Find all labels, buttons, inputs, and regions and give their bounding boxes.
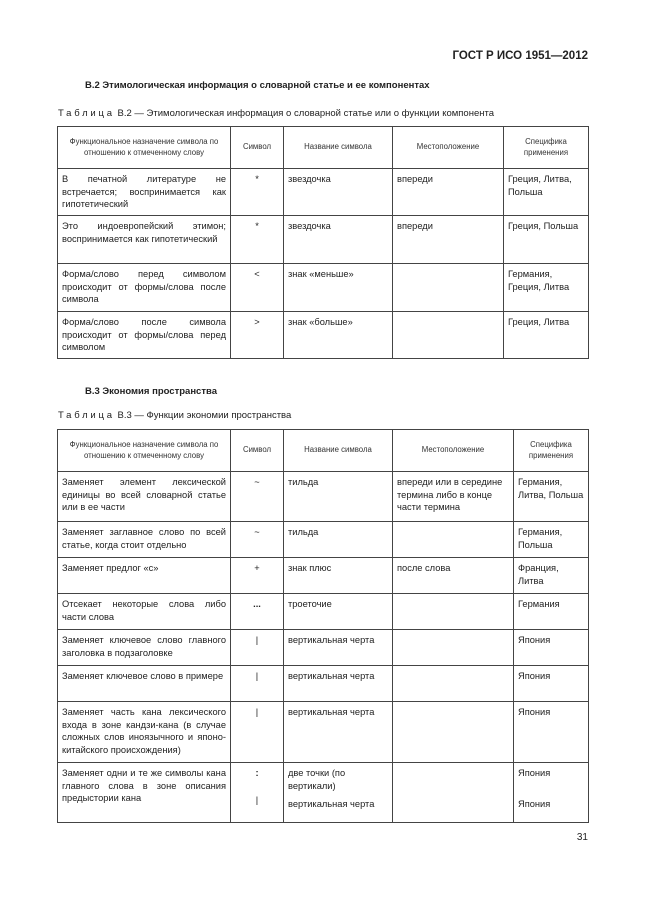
cell-name: тильда xyxy=(284,472,393,522)
header-function: Функциональное назначение символа по отношению к отмеченному слову xyxy=(58,127,231,169)
header-name: Название символа xyxy=(284,430,393,472)
cell-function: В печатной литературе не встречается; воспринимается как гипотетический xyxy=(58,169,231,216)
table-b3-caption xyxy=(58,410,291,421)
cell-place xyxy=(393,264,504,312)
symbol-colon: : xyxy=(255,768,259,778)
cell-symbol: ~ xyxy=(231,472,284,522)
usage-first: Япония xyxy=(518,768,551,778)
caption-text: — Функции экономии пространства xyxy=(134,410,292,421)
cell-name: вертикальная черта xyxy=(284,702,393,763)
cell-place xyxy=(393,763,514,823)
cell-symbol: * xyxy=(231,169,284,216)
table-row xyxy=(58,216,589,264)
cell-symbol: < xyxy=(231,264,284,312)
cell-function: Отсекает некоторые слова либо части слова xyxy=(58,594,231,630)
cell-function: Заменяет одни и те же символы кана главного слова в зоне описания предыстории кана xyxy=(58,763,231,823)
table-header-row xyxy=(58,430,589,472)
table-row xyxy=(58,558,589,594)
usage-second: Япония xyxy=(518,798,551,809)
cell-place xyxy=(393,630,514,666)
symbol-vbar: | xyxy=(255,794,259,805)
cell-usage: Греция, Польша xyxy=(504,216,589,264)
cell-place xyxy=(393,594,514,630)
cell-usage: Япония xyxy=(514,702,589,763)
cell-name: вертикальная черта xyxy=(284,630,393,666)
table-row xyxy=(58,666,589,702)
cell-symbol: | xyxy=(231,630,284,666)
header-usage: Специфика применения xyxy=(514,430,589,472)
cell-usage: Франция, Литва xyxy=(514,558,589,594)
cell-place: впереди xyxy=(393,169,504,216)
cell-usage: Германия, Польша xyxy=(514,522,589,558)
cell-name: звездочка xyxy=(284,216,393,264)
cell-name xyxy=(284,763,393,823)
cell-usage: Германия, Литва, Польша xyxy=(514,472,589,522)
table-row xyxy=(58,630,589,666)
cell-function: Заменяет предлог «с» xyxy=(58,558,231,594)
cell-name: вертикальная черта xyxy=(284,666,393,702)
cell-usage: Япония xyxy=(514,666,589,702)
cell-place xyxy=(393,312,504,359)
cell-function: Заменяет заглавное слово по всей статье, когда стоит отдельно xyxy=(58,522,231,558)
cell-name: тильда xyxy=(284,522,393,558)
header-symbol: Символ xyxy=(231,127,284,169)
header-function: Функциональное назначение символа по отношению к отмеченному слову xyxy=(58,430,231,472)
table-row xyxy=(58,312,589,359)
table-b2 xyxy=(57,126,589,359)
header-usage: Специфика применения xyxy=(504,127,589,169)
standard-id: ГОСТ Р ИСО 1951—2012 xyxy=(452,50,588,62)
cell-function: Заменяет элемент лексической единицы во всей словарной статье или в ее части xyxy=(58,472,231,522)
table-row xyxy=(58,522,589,558)
cell-usage: Германия, Греция, Литва xyxy=(504,264,589,312)
cell-place xyxy=(393,702,514,763)
cell-symbol: | xyxy=(231,702,284,763)
header-place: Местоположение xyxy=(393,430,514,472)
header-name: Название символа xyxy=(284,127,393,169)
caption-label: Таблица xyxy=(58,410,115,421)
cell-function: Форма/слово после символа происходит от формы/слова перед символом xyxy=(58,312,231,359)
section-b3-heading: В.3 Экономия пространства xyxy=(85,386,217,397)
caption-num: В.3 xyxy=(117,410,132,421)
section-b2-heading: В.2 Этимологическая информация о словарной статье и ее компонентах xyxy=(85,80,430,91)
table-b3 xyxy=(57,429,589,823)
cell-symbol: | xyxy=(231,666,284,702)
table-row xyxy=(58,702,589,763)
caption-label: Таблица xyxy=(58,108,115,119)
table-row xyxy=(58,594,589,630)
cell-name: знак «больше» xyxy=(284,312,393,359)
caption-num: В.2 xyxy=(117,108,132,119)
cell-usage: Греция, Литва, Польша xyxy=(504,169,589,216)
cell-symbol: ... xyxy=(231,594,284,630)
table-row xyxy=(58,264,589,312)
header-symbol: Символ xyxy=(231,430,284,472)
page-number: 31 xyxy=(576,832,588,843)
cell-symbol: * xyxy=(231,216,284,264)
cell-function: Заменяет ключевое слово главного заголовка в подзаголовке xyxy=(58,630,231,666)
cell-symbol: > xyxy=(231,312,284,359)
cell-usage: Греция, Литва xyxy=(504,312,589,359)
cell-function: Это индоевропейский этимон; воспринимается как гипотетический xyxy=(58,216,231,264)
cell-symbol: + xyxy=(231,558,284,594)
cell-symbol: ~ xyxy=(231,522,284,558)
cell-name: знак плюс xyxy=(284,558,393,594)
cell-place: впереди xyxy=(393,216,504,264)
cell-place xyxy=(393,666,514,702)
cell-usage: Германия xyxy=(514,594,589,630)
cell-name: знак «меньше» xyxy=(284,264,393,312)
cell-function: Форма/слово перед символом происходит от формы/слова после символа xyxy=(58,264,231,312)
cell-name: троеточие xyxy=(284,594,393,630)
name-two-dots: две точки (по вертикали) xyxy=(288,768,346,791)
cell-usage xyxy=(514,763,589,823)
cell-place xyxy=(393,522,514,558)
cell-place: после слова xyxy=(393,558,514,594)
cell-function: Заменяет ключевое слово в примере xyxy=(58,666,231,702)
caption-text: — Этимологическая информация о словарной статье или о функции компонента xyxy=(134,108,495,119)
cell-function: Заменяет часть кана лексического входа в зоне кандзи-кана (в случае сложных слов иноязычного и японо-китайского происхождения) xyxy=(58,702,231,763)
table-b2-caption xyxy=(58,108,494,119)
cell-symbol xyxy=(231,763,284,823)
header-place: Местоположение xyxy=(393,127,504,169)
table-row xyxy=(58,763,589,823)
cell-usage: Япония xyxy=(514,630,589,666)
table-header-row xyxy=(58,127,589,169)
name-vbar: вертикальная черта xyxy=(288,799,375,809)
table-row xyxy=(58,169,589,216)
table-row xyxy=(58,472,589,522)
cell-place: впереди или в середине термина либо в конце части термина xyxy=(393,472,514,522)
cell-name: звездочка xyxy=(284,169,393,216)
